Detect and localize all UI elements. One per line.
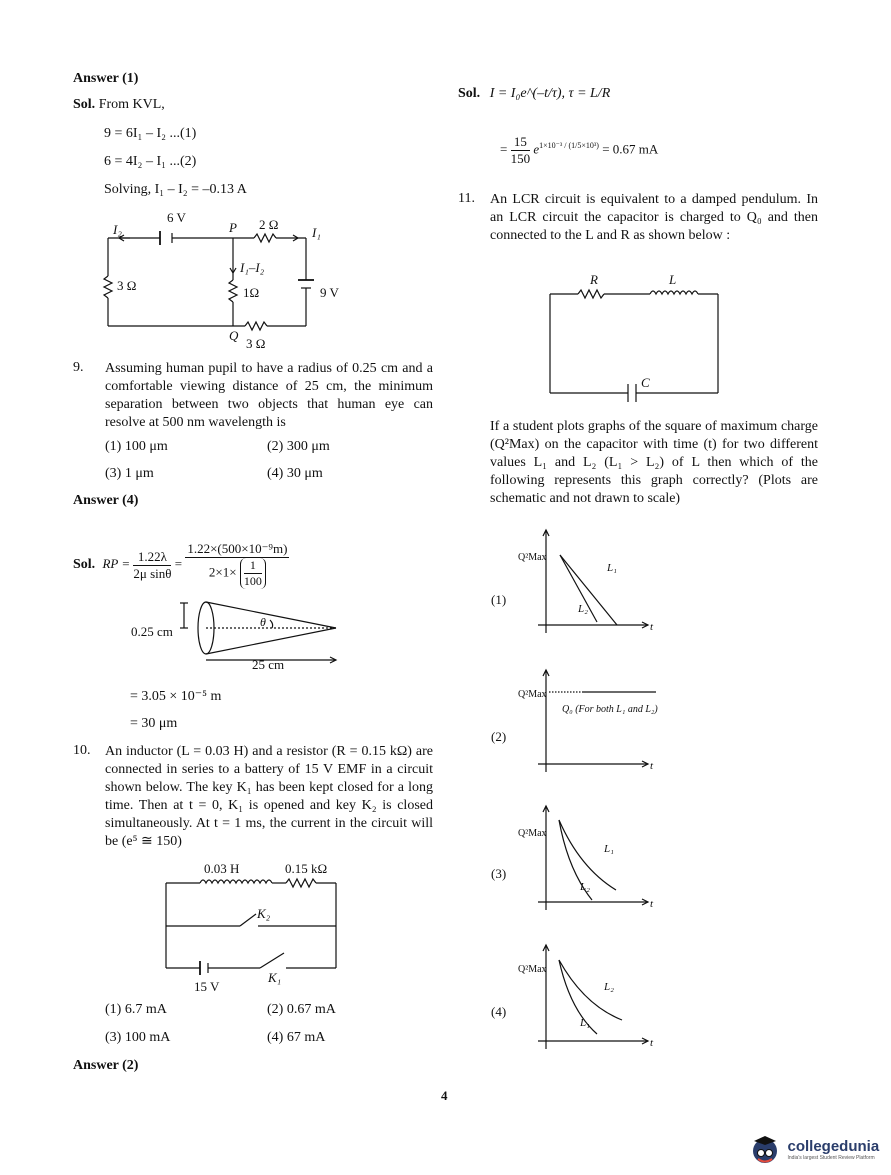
q10-option-1[interactable]: (1) 6.7 mA [105, 1002, 167, 1017]
graph-3-x-label: t [650, 898, 654, 910]
graph-2-line-label: Q₀ (For both L₁ and L₂) [562, 704, 658, 715]
calc-fraction: $\frac{15}{150}$ [510, 134, 531, 166]
inductor-label: 0.03 H [204, 861, 240, 876]
rp-label: RP = [102, 555, 131, 571]
q10-option-4[interactable]: (4) 67 mA [267, 1030, 326, 1045]
kvl-equation-2: 6 = 4I₂ – I₁ ...(2) [104, 154, 197, 169]
graph-2-x-label: t [650, 760, 654, 772]
label-i2: I₂ [113, 222, 122, 237]
mascot-icon [748, 1132, 782, 1166]
q9-text: Assuming human pupil to have a radius of 0.25 cm and a comfortable viewing distance of 25 cm, the minimum separation between two objects that human eye can resolve at 500 nm wavelength is [105, 361, 433, 430]
graph-4-curve-label-b: L₁ [580, 1017, 590, 1029]
resistor-2ohm-label: 2 Ω [259, 217, 279, 232]
emf-9v: 9 V [320, 285, 339, 300]
lcr-r-label: R [590, 272, 598, 287]
q8-answer: Answer (1) [73, 71, 139, 86]
kvl-equation-1: 9 = 6I₁ – I₂ ...(1) [104, 126, 197, 141]
fraction-2-denominator: 2×1× $\frac{1}{100}$ [185, 558, 289, 589]
equals-sign: = [174, 555, 183, 571]
graph-1-curve-label-b: L₂ [578, 603, 588, 615]
calc-exponent: 1×10⁻³ / (1/5×10³) [539, 141, 599, 151]
graph-4-option[interactable]: (4) [491, 1004, 507, 1019]
logo-name: collegedunia [787, 1137, 880, 1155]
graph-1-y-label: Q²Max [518, 552, 547, 563]
graph-4-y-label: Q²Max [518, 964, 547, 975]
q10-text: An inductor (L = 0.03 H) and a resistor (R = 0.15 kΩ) are connected in series to a battery of 15 V EMF in a circuit shown below. The key K₁ has been kept closed for a long time. Then at t = 0, K₁ is opened and key K₂ is closed simultaneously. At t = 1 ms, the current in the circuit will be (e⁵ ≅ 150) [105, 744, 433, 849]
battery-15v-label: 15 V [194, 979, 220, 994]
fraction-2-numerator: 1.22×(500×10⁻⁹m) [187, 541, 288, 556]
resistor-1ohm-label: 1Ω [243, 285, 260, 300]
node-p: P [229, 220, 237, 235]
q9-result-1: = 3.05 × 10⁻⁵ m [130, 689, 222, 704]
graph-2-option[interactable]: (2) [491, 729, 507, 744]
q9-option-1[interactable]: (1) 100 μm [105, 439, 168, 454]
radius-label: 0.25 cm [131, 624, 173, 639]
fraction-1-denominator: 2μ sinθ [133, 565, 172, 581]
lcr-l-label: L [669, 272, 677, 287]
q11-text-2: If a student plots graphs of the square of maximum charge (Q²Max) on the capacitor with time (t) for two different values L₁ and L₂ (L₁ > L₂) of L then which of the following represents this graph correctly? (Plots are schematic and not drawn to scale) [490, 419, 818, 506]
sol-label: Sol. [458, 86, 481, 101]
graph-1-curve-label-a: L₁ [607, 562, 617, 574]
q9-result-2: = 30 μm [130, 716, 178, 731]
q10-number: 10. [73, 743, 91, 758]
graph-3-curve-label-b: L₂ [580, 881, 590, 893]
emf-6v: 6 V [167, 210, 186, 225]
q9-number: 9. [73, 360, 84, 375]
q11-text: An LCR circuit is equivalent to a damped pendulum. In an LCR circuit the capacitor is charged to Q₀ and then connected to the L and R as shown below : [490, 192, 818, 243]
q11-number: 11. [458, 191, 475, 206]
key-k1-label: K₁ [268, 970, 282, 985]
q10-solution-calc: = $\frac{15}{150}$ $e^{1\times 10^{-3} / (1/5\times 10^3)} = 0.67$ mA [500, 134, 659, 166]
q9-option-4[interactable]: (4) 30 μm [267, 466, 323, 481]
label-i1-minus-i2: I₁–I₂ [240, 260, 265, 275]
logo-tagline: India's largest Student Review Platform [787, 1154, 875, 1161]
q9-option-3[interactable]: (3) 1 μm [105, 466, 154, 481]
graph-2-y-label: Q²Max [518, 689, 547, 700]
graph-4-curve-label-a: L₂ [604, 981, 614, 993]
resistor-3ohm-left-label: 3 Ω [117, 278, 137, 293]
graph-3-y-label: Q²Max [518, 828, 547, 839]
page-number: 4 [441, 1088, 448, 1103]
q10-answer: Answer (2) [73, 1058, 139, 1073]
graph-4-x-label: t [650, 1037, 654, 1049]
key-k2-label: K₂ [257, 906, 271, 921]
sol-text: From KVL, [98, 97, 165, 112]
theta-label: θ [260, 615, 266, 629]
fraction-1-numerator: 1.22λ [133, 549, 171, 566]
sol-label: Sol. [73, 556, 96, 572]
q9-answer: Answer (4) [73, 493, 139, 508]
q10-option-2[interactable]: (2) 0.67 mA [267, 1002, 336, 1017]
lcr-c-label: C [641, 375, 650, 390]
distance-label: 25 cm [252, 657, 285, 672]
q9-option-2[interactable]: (2) 300 μm [267, 439, 330, 454]
graph-3-option[interactable]: (3) [491, 866, 507, 881]
node-q: Q [229, 328, 239, 343]
resistor-label: 0.15 kΩ [285, 861, 328, 876]
collegedunia-logo[interactable] [748, 1132, 879, 1166]
graph-1-option[interactable]: (1) [491, 592, 507, 607]
graph-3-curve-label-a: L₁ [604, 843, 614, 855]
resistor-3ohm-bottom-label: 3 Ω [246, 336, 266, 351]
decay-formula: I = I₀e^(–t/τ), τ = L/R [489, 86, 611, 101]
graph-1-x-label: t [650, 621, 654, 633]
calc-result: = 0.67 mA [602, 141, 659, 157]
label-i1: I₁ [312, 225, 321, 240]
q10-option-3[interactable]: (3) 100 mA [105, 1030, 171, 1045]
sol-label: Sol. [73, 97, 96, 112]
solving-result: Solving, I₁ – I₂ = –0.13 A [104, 182, 247, 197]
